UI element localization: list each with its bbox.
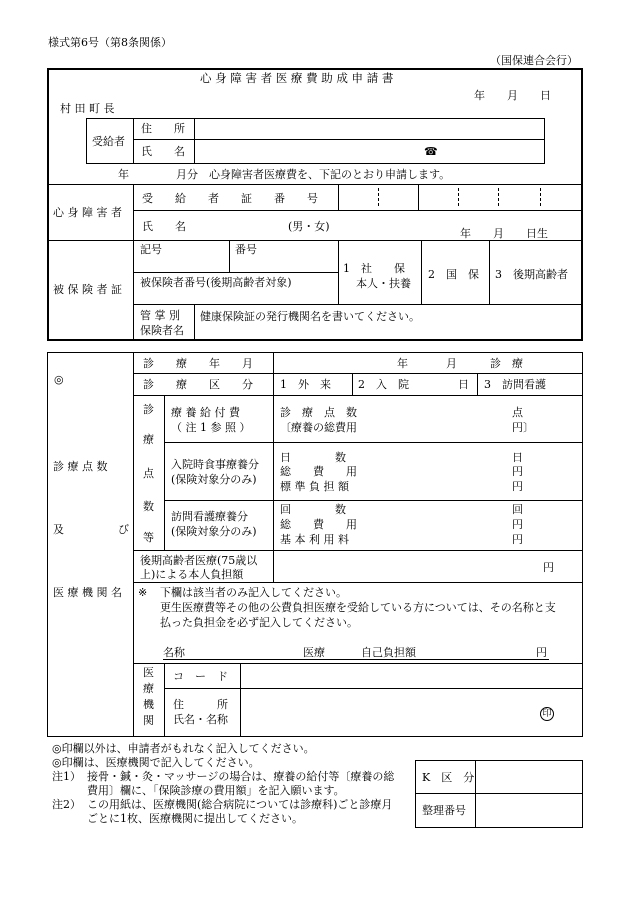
submit-to-label: （国保連合会行） (490, 54, 578, 67)
address-field[interactable] (196, 120, 542, 137)
meal-days: 日 数 (280, 451, 346, 464)
points-vertical-3: 点 (143, 467, 154, 480)
institution-vertical-2: 療 (143, 682, 154, 695)
symbol-label: 記号 (140, 243, 162, 256)
note-line-1: 下欄は該当者のみ記入してください。 (160, 586, 347, 599)
reference-number-label: 整理番号 (422, 804, 466, 817)
name-label: 氏 名 (141, 145, 185, 158)
meal-label: 入院時食事療養分 (171, 458, 259, 471)
seal-icon: 印 (540, 706, 554, 721)
and-label-a: 及 (53, 523, 64, 536)
points-vertical-4: 数 (143, 500, 154, 513)
public-expense-copay: 自己負担額 (361, 646, 416, 659)
benefit-label: 療 養 給 付 費 (171, 406, 240, 419)
reference-number-field[interactable] (477, 795, 581, 826)
visit-basic-unit: 円 (512, 533, 523, 546)
phone-icon: ☎ (424, 145, 438, 158)
points-vertical-5: 等 (143, 531, 154, 544)
addressee: 村 田 町 長 (60, 102, 115, 115)
certificate-number-label: 受 給 者 証 番 号 (142, 192, 318, 205)
benefit-points: 診 療 点 数 (280, 406, 357, 419)
form-title: 心 身 障 害 者 医 療 費 助 成 申 請 書 (200, 71, 394, 85)
footer-note1-b: 費用〕欄に、「保険診療の費用額」を記入願います。 (87, 784, 345, 797)
footer-note1-label: 注1） (52, 770, 81, 783)
note-line-3: 払った負担金を必ず記入してください。 (160, 616, 358, 629)
application-statement: 月分 心身障害者医療費を、下記のとおり申請します。 (176, 168, 451, 181)
note-line-2: 更生医療費等その他の公費負担医療を受給している方については、その名称と支 (160, 601, 556, 614)
treatment-type-label: 診 療 区 分 (143, 378, 253, 391)
birth-date[interactable]: 年 月 日生 (460, 227, 548, 240)
meal-standard-unit: 円 (512, 480, 523, 493)
k-category-label: K 区 分 (422, 771, 475, 784)
benefit-total-unit: 円〕 (512, 421, 534, 434)
medical-mark: ◎ (54, 373, 64, 386)
insurance-option-social[interactable]: 1 社 保 (343, 262, 405, 275)
footer-line-2: ◎印欄は、医療機関で記入してください。 (52, 756, 260, 769)
meal-days-unit: 日 (512, 451, 523, 464)
number-label: 番号 (235, 243, 257, 256)
meal-total: 総 費 用 (280, 465, 357, 478)
disabled-person-label: 心 身 障 害 者 (53, 206, 122, 219)
points-vertical-1: 診 (143, 403, 154, 416)
institution-vertical-3: 機 (143, 698, 154, 711)
note-mark: ※ (138, 586, 148, 599)
visit-label: 訪問看護療養分 (171, 510, 248, 523)
public-expense-name: 名称 (163, 646, 185, 659)
elderly-label: 後期高齢者医療(75歳以 (140, 554, 258, 567)
public-expense-medical: 医療 (303, 646, 325, 659)
visit-count-unit: 回 (512, 503, 523, 516)
treatment-month[interactable]: 月 (446, 357, 457, 370)
institution-name-label: 医 療 機 関 名 (53, 586, 122, 599)
meal-label-sub: (保険対象分のみ) (171, 473, 257, 486)
institution-name-field-label: 氏名・名称 (173, 713, 228, 726)
application-date[interactable]: 年 月 日 (474, 89, 551, 102)
elderly-unit: 円 (543, 561, 554, 574)
k-category-field[interactable] (477, 762, 581, 792)
insurance-option-elderly[interactable]: 3 後期高齢者 (495, 268, 568, 281)
footer-note1-a: 接骨・鍼・灸・マッサージの場合は、療養の給付等〔療養の総 (87, 770, 395, 783)
points-vertical-2: 療 (143, 433, 154, 446)
institution-vertical-1: 医 (143, 666, 154, 679)
insured-number-label: 被保険者番号(後期高齢者対象) (140, 276, 292, 289)
insurance-option-social-sub: 本人・扶養 (356, 277, 411, 290)
footer-line-1: ◎印欄以外は、申請者がもれなく記入してください。 (52, 742, 315, 755)
institution-address-label: 住 所 (173, 698, 228, 711)
institution-code-field[interactable] (242, 665, 580, 686)
sex-selector[interactable]: (男・女) (288, 220, 330, 233)
treatment-ym-label: 診 療 年 月 (143, 357, 253, 370)
elderly-label-2: 上)による本人負担額 (140, 568, 244, 581)
treatment-year[interactable]: 年 (397, 357, 408, 370)
certificate-number-field[interactable] (340, 186, 580, 208)
institution-code-label: コ ー ド (173, 670, 228, 683)
and-label-b: び (118, 523, 129, 536)
points-label: 診 療 点 数 (53, 460, 108, 473)
form-number: 様式第6号（第8条関係） (48, 36, 172, 49)
insured-certificate-label: 被 保 険 者 証 (53, 283, 122, 296)
footer-note2-b: ごとに1枚、医療機関に提出してください。 (87, 812, 303, 825)
insurance-option-national[interactable]: 2 国 保 (428, 268, 479, 281)
visit-basic: 基 本 利 用 料 (280, 533, 349, 546)
visit-count: 回 数 (280, 503, 346, 516)
recipient-label: 受給者 (92, 135, 125, 148)
type-home-visit[interactable]: 3 訪問看護 (484, 378, 546, 391)
institution-vertical-4: 関 (143, 714, 154, 727)
visit-total: 総 費 用 (280, 518, 357, 531)
month-prefix: 年 (118, 168, 129, 181)
meal-standard: 標 準 負 担 額 (280, 480, 349, 493)
footer-note2-a: この用紙は、医療機関(総合病院については診療科)ごと診療月 (87, 798, 393, 811)
benefit-points-unit: 点 (512, 406, 523, 419)
disabled-name-label: 氏 名 (142, 220, 186, 233)
insurer-label-2: 保険者名 (140, 324, 184, 337)
public-expense-unit: 円 (536, 646, 547, 659)
visit-label-sub: (保険対象分のみ) (171, 525, 257, 538)
treatment-suffix: 診 療 (490, 357, 523, 370)
type-inpatient-days[interactable]: 日 (458, 378, 469, 391)
benefit-total-cost: 〔療養の総費用 (280, 421, 357, 434)
visit-total-unit: 円 (512, 518, 523, 531)
type-outpatient[interactable]: 1 外 来 (280, 378, 331, 391)
name-field[interactable] (196, 141, 542, 162)
address-label: 住 所 (141, 122, 185, 135)
insurer-note: 健康保険証の発行機関名を書いてください。 (200, 310, 420, 323)
insurer-label: 管 掌 別 (140, 309, 180, 322)
meal-total-unit: 円 (512, 465, 523, 478)
benefit-label-note: （ 注 1 参 照 ） (171, 421, 251, 434)
type-inpatient[interactable]: 2 入 院 (358, 378, 409, 391)
footer-note2-label: 注2） (52, 798, 81, 811)
